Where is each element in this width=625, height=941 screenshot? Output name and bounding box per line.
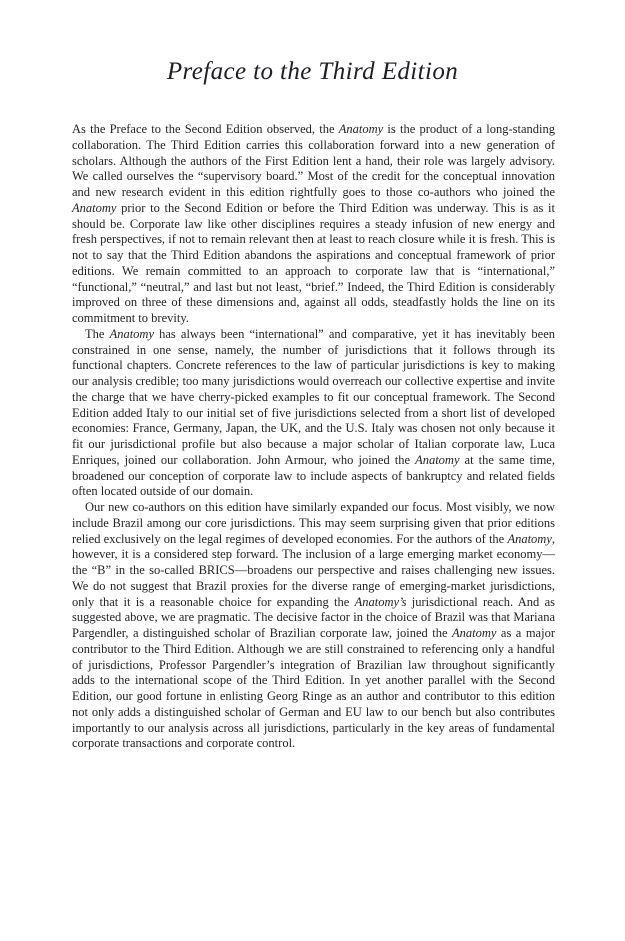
italic-text-run: Anatomy: [451, 626, 497, 640]
italic-text-run: Anatomy: [507, 531, 552, 546]
text-run: as a major contributor to the Third Edition. Although we are still constrained to referencing only a handful of jurisdictions, Professor Pargendler’s integration of Brazilian law throughout significantly adds to the international scope of the Third Edition. In yet another parallel with the Second Edition, our good fortune in enlisting Georg Ringe as an author and contributor to this edition not only adds a distinguished scholar of German and EU law to our bench but also contributes importantly to our analysis across all jurisdictions, particularly in the key areas of fundamental corporate transactions and corporate control.: [72, 626, 555, 751]
text-run: at the same time, broadened our conception of corporate law to include aspects of bankruptcy and related fields often located outside of our domain.: [72, 452, 555, 499]
preface-body: [72, 122, 555, 752]
page-title: Preface to the Third Edition: [166, 58, 459, 85]
italic-text-run: Anatomy: [72, 200, 117, 215]
preface-paragraph: [72, 327, 555, 500]
text-run: jurisdictional reach. And as suggested above, we are pragmatic. The decisive factor in the choice of Brazil was that Mariana Pargendler, a distinguished scholar of Brazilian corporate law, joined the: [72, 594, 555, 640]
text-run: The: [85, 326, 110, 341]
text-run: , however, it is a considered step forward. The inclusion of a large emerging market economy—the “B” in the so-called BRICS—broadens our perspective and raises challenging new issues. We do not suggest that Brazil proxies for the diverse range of emerging-market jurisdictions, only that it is a reasonable choice for expanding the: [72, 531, 555, 609]
italic-text-run: Anatomy’s: [354, 594, 407, 609]
italic-text-run: Anatomy: [109, 326, 154, 341]
italic-text-run: Anatomy: [338, 122, 384, 136]
text-run: Our new co-authors on this edition have similarly expanded our focus. Most visibly, we now include Brazil among our core jurisdictions. This may seem surprising given that prior editions relied exclusively on the legal regimes of developed economies. For the authors of the: [72, 500, 555, 546]
text-run: As the Preface to the Second Edition observed, the: [72, 122, 339, 136]
text-run: has always been “international” and comparative, yet it has inevitably been constrained in one sense, namely, the number of jurisdictions that it follows through its functional chapters. Concrete references to the law of particular jurisdictions is key to making our analysis credible; too many jurisdictions would overreach our collective expertise and invite the charge that we have cherry-picked examples to fit our conceptual framework. The Second Edition added Italy to our initial set of five jurisdictions selected from a short list of developed economies: France, Germany, Japan, the UK, and the U.S. Italy was chosen not only because it fit our jurisdictional profile but also because a major scholar of Italian corporate law, Luca Enriques, joined our collaboration. John Armour, who joined the: [72, 326, 555, 467]
italic-text-run: Anatomy: [415, 452, 460, 467]
preface-paragraph: [72, 122, 555, 327]
text-run: is the product of a long-standing collaboration. The Third Edition carries this collaboration forward into a new generation of scholars. Although the authors of the First Edition lent a hand, their role was largely advisory. We called ourselves the “supervisory board.” Most of the credit for the conceptual innovation and new research evident in this edition rightfully goes to those co-authors who joined the: [72, 122, 556, 199]
preface-paragraph: [72, 500, 555, 752]
text-run: prior to the Second Edition or before the Third Edition was underway. This is as it should be. Corporate law like other disciplines requires a steady infusion of new energy and fresh perspectives, if not to remain relevant then at least to reach closure while it is fresh. This is not to say that the Third Edition abandons the aspirations and conceptual framework of prior editions. We remain committed to an approach to corporate law that is “international,” “functional,” “neutral,” and last but not least, “brief.” Indeed, the Third Edition is considerably improved on three of these dimensions and, against all odds, steadfastly holds the line on its commitment to brevity.: [72, 200, 555, 325]
